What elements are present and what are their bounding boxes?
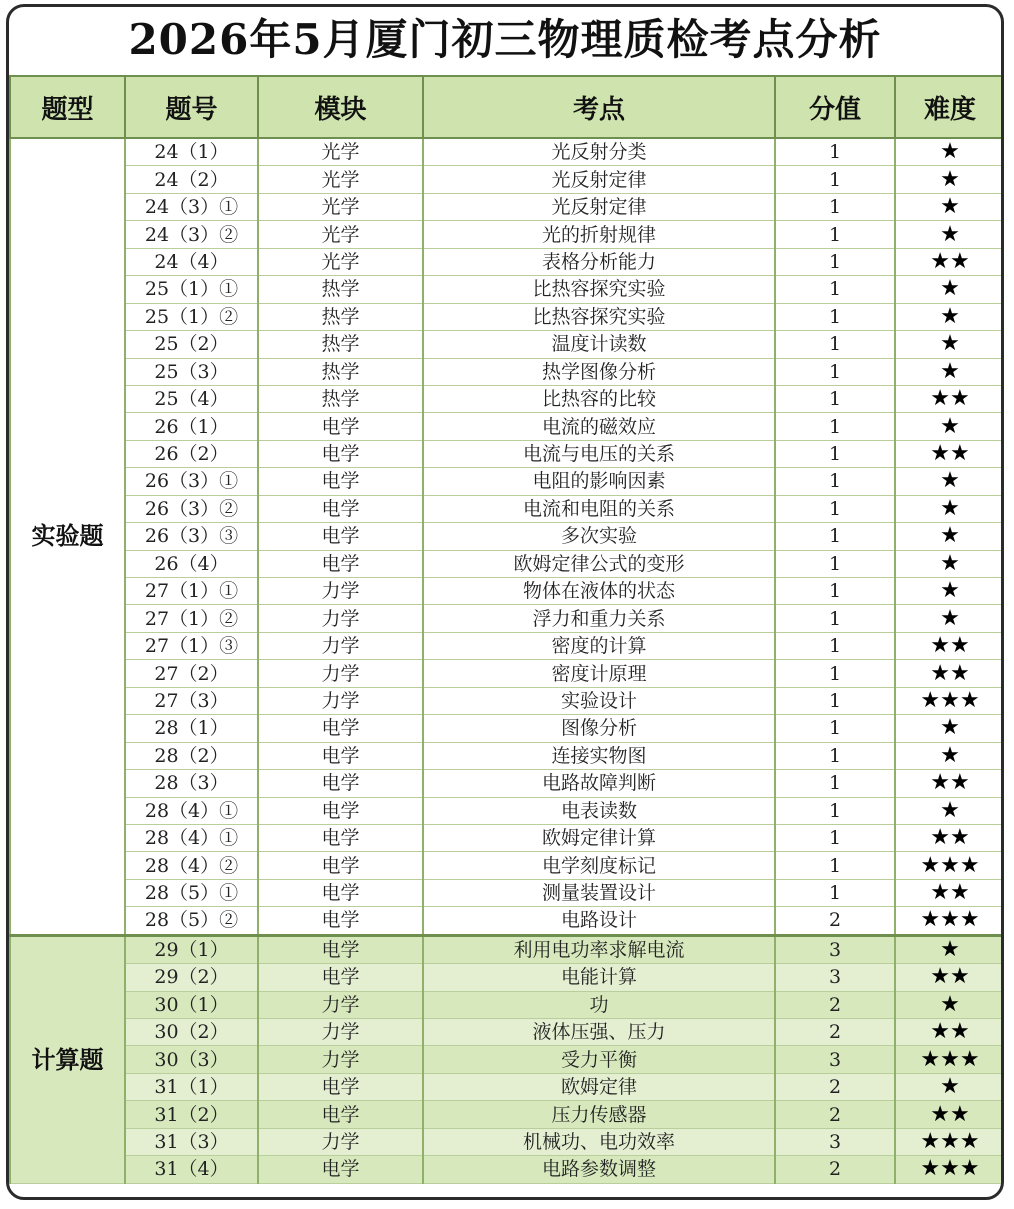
module-cell: 电学 [258, 935, 423, 963]
score-cell: 1 [775, 413, 895, 440]
table-row [10, 1156, 1004, 1183]
score-cell: 1 [775, 770, 895, 797]
module-cell: 电学 [258, 742, 423, 769]
difficulty-stars: ★ [895, 797, 1004, 824]
module-cell: 光学 [258, 221, 423, 248]
score-cell: 3 [775, 1046, 895, 1073]
score-cell: 2 [775, 1156, 895, 1183]
score-cell: 1 [775, 797, 895, 824]
difficulty-stars: ★★ [895, 248, 1004, 275]
question-type-cell: 实验题 [10, 138, 125, 935]
exam-point-cell: 温度计读数 [423, 331, 775, 358]
module-cell: 力学 [258, 991, 423, 1018]
question-number-cell: 25（1）② [125, 303, 258, 330]
difficulty-stars: ★ [895, 303, 1004, 330]
difficulty-stars: ★ [895, 578, 1004, 605]
exam-point-cell: 表格分析能力 [423, 248, 775, 275]
module-cell: 电学 [258, 907, 423, 935]
score-cell: 1 [775, 468, 895, 495]
question-number-cell: 30（3） [125, 1046, 258, 1073]
score-cell: 1 [775, 605, 895, 632]
exam-point-cell: 测量装置设计 [423, 879, 775, 906]
difficulty-stars: ★ [895, 742, 1004, 769]
exam-point-cell: 受力平衡 [423, 1046, 775, 1073]
question-number-cell: 28（5）① [125, 879, 258, 906]
question-number-cell: 26（4） [125, 550, 258, 577]
question-number-cell: 24（2） [125, 166, 258, 193]
page-title: 2026年5月厦门初三物理质检考点分析 [128, 15, 882, 64]
table-row [10, 991, 1004, 1018]
table-row [10, 907, 1004, 935]
question-number-cell: 28（4）① [125, 797, 258, 824]
difficulty-stars: ★★ [895, 632, 1004, 659]
score-cell: 1 [775, 166, 895, 193]
analysis-table [9, 75, 1004, 1184]
exam-point-cell: 电流的磁效应 [423, 413, 775, 440]
module-cell: 热学 [258, 385, 423, 412]
question-number-cell: 25（1）① [125, 276, 258, 303]
module-cell: 电学 [258, 1101, 423, 1128]
score-cell: 1 [775, 495, 895, 522]
exam-point-cell: 实验设计 [423, 687, 775, 714]
module-cell: 光学 [258, 138, 423, 166]
question-number-cell: 26（3）③ [125, 523, 258, 550]
table-row [10, 413, 1004, 440]
module-cell: 力学 [258, 632, 423, 659]
module-cell: 热学 [258, 303, 423, 330]
exam-point-cell: 光反射定律 [423, 166, 775, 193]
module-cell: 力学 [258, 605, 423, 632]
difficulty-stars: ★ [895, 221, 1004, 248]
table-row [10, 605, 1004, 632]
difficulty-stars: ★★★ [895, 1156, 1004, 1183]
exam-point-cell: 热学图像分析 [423, 358, 775, 385]
score-cell: 1 [775, 303, 895, 330]
module-cell: 力学 [258, 660, 423, 687]
table-row [10, 1019, 1004, 1046]
module-cell: 光学 [258, 166, 423, 193]
exam-point-cell: 功 [423, 991, 775, 1018]
table-row [10, 193, 1004, 220]
difficulty-stars: ★★★ [895, 1128, 1004, 1155]
question-number-cell: 27（2） [125, 660, 258, 687]
exam-point-cell: 光的折射规律 [423, 221, 775, 248]
difficulty-stars: ★ [895, 991, 1004, 1018]
score-cell: 1 [775, 523, 895, 550]
difficulty-stars: ★★ [895, 385, 1004, 412]
question-number-cell: 24（4） [125, 248, 258, 275]
header-row [10, 76, 1004, 138]
module-cell: 热学 [258, 358, 423, 385]
question-number-cell: 29（1） [125, 935, 258, 963]
exam-point-cell: 电路故障判断 [423, 770, 775, 797]
score-cell: 1 [775, 440, 895, 467]
table-row [10, 1073, 1004, 1100]
table-row [10, 166, 1004, 193]
module-cell: 电学 [258, 879, 423, 906]
difficulty-stars: ★ [895, 605, 1004, 632]
module-cell: 电学 [258, 413, 423, 440]
question-number-cell: 25（3） [125, 358, 258, 385]
table-row [10, 742, 1004, 769]
difficulty-stars: ★★★ [895, 852, 1004, 879]
table-row [10, 770, 1004, 797]
header-type: 题型 [10, 76, 125, 138]
table-row [10, 248, 1004, 275]
score-cell: 1 [775, 824, 895, 851]
difficulty-stars: ★★ [895, 964, 1004, 991]
difficulty-stars: ★ [895, 715, 1004, 742]
header-number: 题号 [125, 76, 258, 138]
table-row [10, 935, 1004, 963]
table-row [10, 578, 1004, 605]
table-row [10, 550, 1004, 577]
table-row [10, 715, 1004, 742]
exam-point-cell: 密度的计算 [423, 632, 775, 659]
question-number-cell: 28（5）② [125, 907, 258, 935]
score-cell: 1 [775, 276, 895, 303]
table-row [10, 523, 1004, 550]
module-cell: 电学 [258, 440, 423, 467]
score-cell: 1 [775, 879, 895, 906]
question-number-cell: 26（2） [125, 440, 258, 467]
difficulty-stars: ★★ [895, 1019, 1004, 1046]
module-cell: 光学 [258, 248, 423, 275]
table-row [10, 1046, 1004, 1073]
score-cell: 1 [775, 193, 895, 220]
difficulty-stars: ★ [895, 358, 1004, 385]
table-row [10, 1101, 1004, 1128]
exam-point-cell: 光反射分类 [423, 138, 775, 166]
exam-point-cell: 电能计算 [423, 964, 775, 991]
module-cell: 电学 [258, 495, 423, 522]
module-cell: 电学 [258, 550, 423, 577]
header-score: 分值 [775, 76, 895, 138]
difficulty-stars: ★ [895, 276, 1004, 303]
exam-point-cell: 压力传感器 [423, 1101, 775, 1128]
question-number-cell: 31（2） [125, 1101, 258, 1128]
exam-point-cell: 欧姆定律计算 [423, 824, 775, 851]
question-number-cell: 29（2） [125, 964, 258, 991]
module-cell: 电学 [258, 468, 423, 495]
section-experiment [10, 138, 1004, 935]
score-cell: 1 [775, 578, 895, 605]
exam-point-cell: 比热容探究实验 [423, 276, 775, 303]
difficulty-stars: ★★ [895, 660, 1004, 687]
section-calculation [10, 935, 1004, 1183]
question-number-cell: 26（3）② [125, 495, 258, 522]
question-number-cell: 30（1） [125, 991, 258, 1018]
table-row [10, 964, 1004, 991]
table-row [10, 824, 1004, 851]
table-row [10, 385, 1004, 412]
table-row [10, 276, 1004, 303]
exam-point-cell: 物体在液体的状态 [423, 578, 775, 605]
table-row [10, 331, 1004, 358]
question-number-cell: 25（4） [125, 385, 258, 412]
difficulty-stars: ★ [895, 935, 1004, 963]
header-point: 考点 [423, 76, 775, 138]
score-cell: 1 [775, 385, 895, 412]
exam-point-cell: 电路参数调整 [423, 1156, 775, 1183]
exam-point-cell: 电表读数 [423, 797, 775, 824]
score-cell: 1 [775, 660, 895, 687]
table-header [10, 76, 1004, 138]
module-cell: 电学 [258, 715, 423, 742]
exam-point-cell: 光反射定律 [423, 193, 775, 220]
header-difficulty: 难度 [895, 76, 1004, 138]
difficulty-stars: ★★ [895, 770, 1004, 797]
score-cell: 2 [775, 1019, 895, 1046]
table-row [10, 852, 1004, 879]
exam-point-cell: 欧姆定律公式的变形 [423, 550, 775, 577]
score-cell: 1 [775, 138, 895, 166]
module-cell: 电学 [258, 770, 423, 797]
exam-point-cell: 多次实验 [423, 523, 775, 550]
difficulty-stars: ★★★ [895, 1046, 1004, 1073]
difficulty-stars: ★ [895, 550, 1004, 577]
question-number-cell: 25（2） [125, 331, 258, 358]
table-row [10, 138, 1004, 166]
difficulty-stars: ★ [895, 1073, 1004, 1100]
question-number-cell: 28（3） [125, 770, 258, 797]
question-number-cell: 27（1）② [125, 605, 258, 632]
exam-point-cell: 图像分析 [423, 715, 775, 742]
score-cell: 1 [775, 715, 895, 742]
exam-point-cell: 电阻的影响因素 [423, 468, 775, 495]
module-cell: 热学 [258, 276, 423, 303]
difficulty-stars: ★★ [895, 1101, 1004, 1128]
difficulty-stars: ★★★ [895, 907, 1004, 935]
question-type-cell: 计算题 [10, 935, 125, 1183]
score-cell: 2 [775, 991, 895, 1018]
score-cell: 2 [775, 907, 895, 935]
difficulty-stars: ★ [895, 495, 1004, 522]
difficulty-stars: ★★ [895, 824, 1004, 851]
score-cell: 1 [775, 358, 895, 385]
question-number-cell: 27（1）③ [125, 632, 258, 659]
question-number-cell: 31（1） [125, 1073, 258, 1100]
score-cell: 1 [775, 687, 895, 714]
exam-point-cell: 密度计原理 [423, 660, 775, 687]
table-row [10, 879, 1004, 906]
score-cell: 1 [775, 550, 895, 577]
exam-point-cell: 比热容的比较 [423, 385, 775, 412]
question-number-cell: 27（1）① [125, 578, 258, 605]
exam-point-cell: 电流与电压的关系 [423, 440, 775, 467]
module-cell: 热学 [258, 331, 423, 358]
table-row [10, 660, 1004, 687]
difficulty-stars: ★ [895, 166, 1004, 193]
exam-point-cell: 浮力和重力关系 [423, 605, 775, 632]
exam-point-cell: 电学刻度标记 [423, 852, 775, 879]
table-row [10, 221, 1004, 248]
exam-point-cell: 液体压强、压力 [423, 1019, 775, 1046]
difficulty-stars: ★ [895, 468, 1004, 495]
question-number-cell: 24（3）① [125, 193, 258, 220]
difficulty-stars: ★★ [895, 879, 1004, 906]
exam-point-cell: 机械功、电功效率 [423, 1128, 775, 1155]
module-cell: 电学 [258, 1156, 423, 1183]
question-number-cell: 26（1） [125, 413, 258, 440]
score-cell: 1 [775, 331, 895, 358]
exam-point-cell: 利用电功率求解电流 [423, 935, 775, 963]
score-cell: 3 [775, 1128, 895, 1155]
header-module: 模块 [258, 76, 423, 138]
score-cell: 1 [775, 221, 895, 248]
document-frame [6, 4, 1004, 1200]
question-number-cell: 27（3） [125, 687, 258, 714]
score-cell: 1 [775, 632, 895, 659]
question-number-cell: 28（4）① [125, 824, 258, 851]
question-number-cell: 31（4） [125, 1156, 258, 1183]
table-row [10, 687, 1004, 714]
exam-point-cell: 电路设计 [423, 907, 775, 935]
score-cell: 1 [775, 852, 895, 879]
difficulty-stars: ★ [895, 193, 1004, 220]
question-number-cell: 28（4）② [125, 852, 258, 879]
question-number-cell: 31（3） [125, 1128, 258, 1155]
exam-point-cell: 电流和电阻的关系 [423, 495, 775, 522]
module-cell: 力学 [258, 1019, 423, 1046]
module-cell: 力学 [258, 687, 423, 714]
difficulty-stars: ★★★ [895, 687, 1004, 714]
question-number-cell: 26（3）① [125, 468, 258, 495]
exam-point-cell: 欧姆定律 [423, 1073, 775, 1100]
table-row [10, 495, 1004, 522]
table-row [10, 797, 1004, 824]
module-cell: 力学 [258, 1046, 423, 1073]
score-cell: 3 [775, 964, 895, 991]
module-cell: 力学 [258, 1128, 423, 1155]
score-cell: 3 [775, 935, 895, 963]
module-cell: 电学 [258, 852, 423, 879]
exam-point-cell: 连接实物图 [423, 742, 775, 769]
question-number-cell: 28（1） [125, 715, 258, 742]
difficulty-stars: ★ [895, 523, 1004, 550]
module-cell: 电学 [258, 1073, 423, 1100]
table-row [10, 632, 1004, 659]
question-number-cell: 24（3）② [125, 221, 258, 248]
question-number-cell: 28（2） [125, 742, 258, 769]
module-cell: 电学 [258, 964, 423, 991]
score-cell: 1 [775, 248, 895, 275]
difficulty-stars: ★★ [895, 440, 1004, 467]
table-row [10, 1128, 1004, 1155]
exam-point-cell: 比热容探究实验 [423, 303, 775, 330]
table-row [10, 358, 1004, 385]
score-cell: 2 [775, 1073, 895, 1100]
table-row [10, 303, 1004, 330]
module-cell: 电学 [258, 824, 423, 851]
difficulty-stars: ★ [895, 138, 1004, 166]
module-cell: 电学 [258, 797, 423, 824]
question-number-cell: 24（1） [125, 138, 258, 166]
module-cell: 电学 [258, 523, 423, 550]
question-number-cell: 30（2） [125, 1019, 258, 1046]
table-row [10, 440, 1004, 467]
score-cell: 2 [775, 1101, 895, 1128]
table-row [10, 468, 1004, 495]
score-cell: 1 [775, 742, 895, 769]
difficulty-stars: ★ [895, 413, 1004, 440]
module-cell: 力学 [258, 578, 423, 605]
difficulty-stars: ★ [895, 331, 1004, 358]
module-cell: 光学 [258, 193, 423, 220]
